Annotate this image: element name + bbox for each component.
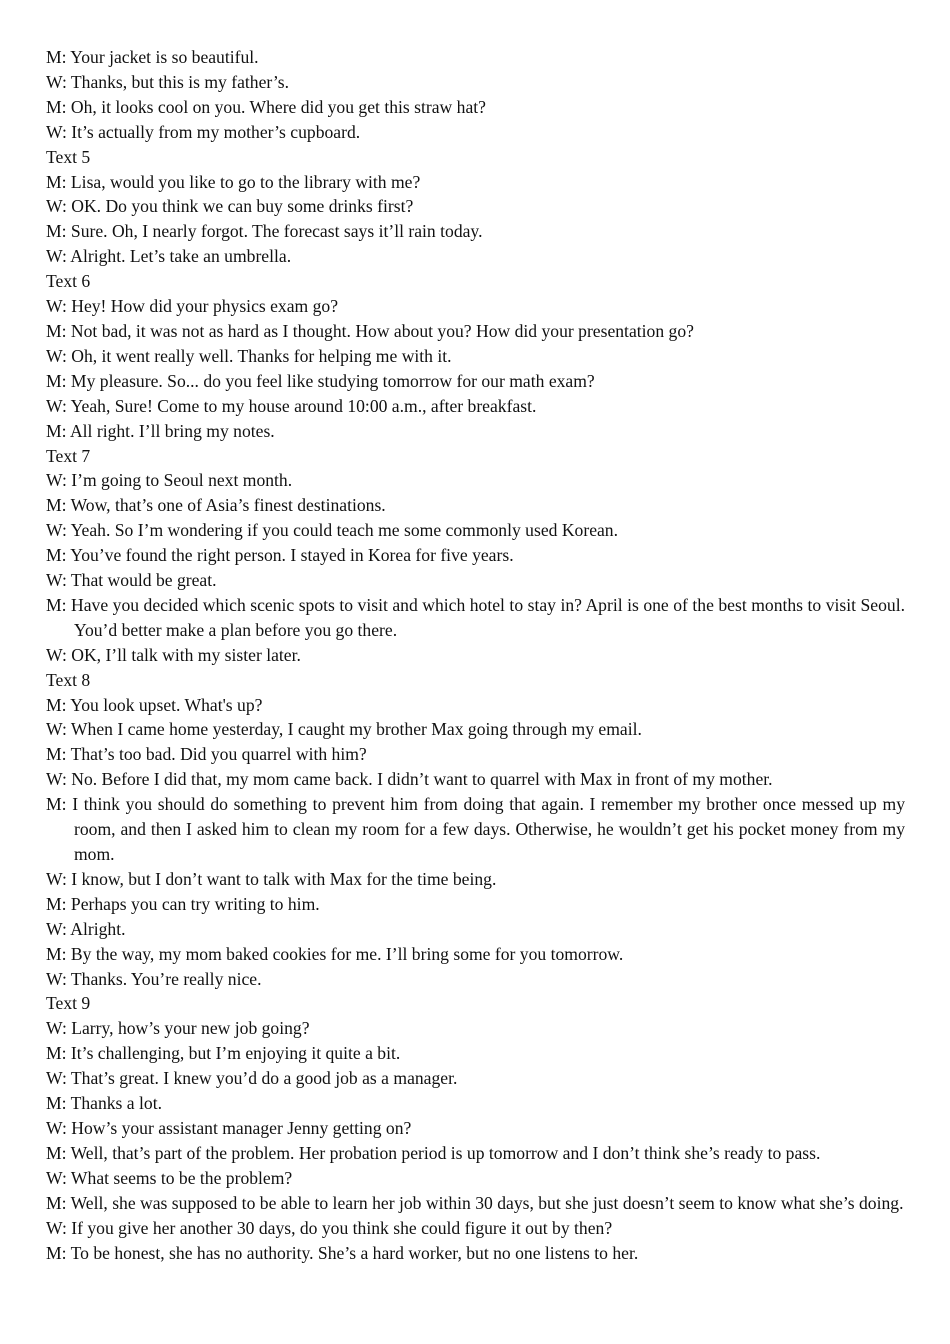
dialogue-line: M: Your jacket is so beautiful. xyxy=(46,47,259,67)
dialogue-line: W: I’m going to Seoul next month. xyxy=(46,470,293,491)
dialogue-line: W: Hey! How did your physics exam go? xyxy=(46,296,339,317)
dialogue-line: W: Oh, it went really well. Thanks for helping me with it. xyxy=(46,345,452,366)
dialogue-line: M: Perhaps you can try writing to him. xyxy=(46,893,320,914)
dialogue-line: W: OK. Do you think we can buy some drinks first? xyxy=(46,196,414,217)
dialogue-line: M: Sure. Oh, I nearly forgot. The forecast says it’ll rain today. xyxy=(46,221,483,242)
dialogue-line: W: No. Before I did that, my mom came back. I didn’t want to quarrel with Max in front of my mother. xyxy=(46,769,773,790)
dialogue-line: W: OK, I’ll talk with my sister later. xyxy=(46,644,301,665)
dialogue-line: W: It’s actually from my mother’s cupboard. xyxy=(46,121,361,142)
dialogue-line: M: Well, she was supposed to be able to learn her job within 30 days, but she just doesn’t seem to know what she’s doing. xyxy=(46,1192,904,1213)
section-heading: Text 6 xyxy=(46,271,91,292)
dialogue-line: M: Lisa, would you like to go to the library with me? xyxy=(46,171,421,192)
section-heading: Text 8 xyxy=(46,669,91,690)
dialogue-line: M: All right. I’ll bring my notes. xyxy=(46,420,275,441)
dialogue-line: W: Thanks, but this is my father’s. xyxy=(46,71,290,92)
dialogue-line: W: Yeah. So I’m wondering if you could teach me some commonly used Korean. xyxy=(46,520,619,541)
dialogue-line: W: Larry, how’s your new job going? xyxy=(46,1018,310,1039)
dialogue-line: W: When I came home yesterday, I caught my brother Max going through my email. xyxy=(46,719,642,740)
dialogue-line: W: Yeah, Sure! Come to my house around 10:00 a.m., after breakfast. xyxy=(46,395,537,416)
dialogue-line: M: You’ve found the right person. I stayed in Korea for five years. xyxy=(46,545,514,566)
dialogue-line: W: That’s great. I knew you’d do a good job as a manager. xyxy=(46,1068,458,1089)
dialogue-line: M: Thanks a lot. xyxy=(46,1093,162,1114)
dialogue-line: M: By the way, my mom baked cookies for me. I’ll bring some for you tomorrow. xyxy=(46,943,624,964)
section-heading: Text 7 xyxy=(46,445,91,466)
dialogue-line: M: You look upset. What's up? xyxy=(46,694,263,715)
dialogue-line: W: If you give her another 30 days, do you think she could figure it out by then? xyxy=(46,1217,613,1238)
dialogue-line: M: To be honest, she has no authority. She’s a hard worker, but no one listens to her. xyxy=(46,1242,639,1263)
dialogue-line: M: Oh, it looks cool on you. Where did you get this straw hat? xyxy=(46,96,486,117)
dialogue-line: M: I think you should do something to prevent him from doing that again. I remember my brother once messed up my room, and then I asked him to clean my room for a few days. Otherwise, he wouldn’t get his pocket money from my mom. xyxy=(46,794,905,864)
dialogue-line: W: What seems to be the problem? xyxy=(46,1167,293,1188)
dialogue-line: W: Thanks. You’re really nice. xyxy=(46,968,262,989)
dialogue-line: W: How’s your assistant manager Jenny getting on? xyxy=(46,1117,412,1138)
dialogue-line: M: That’s too bad. Did you quarrel with him? xyxy=(46,744,367,765)
dialogue-line: W: Alright. Let’s take an umbrella. xyxy=(46,246,292,267)
dialogue-line: M: My pleasure. So... do you feel like studying tomorrow for our math exam? xyxy=(46,370,595,391)
dialogue-line: W: Alright. xyxy=(46,918,126,939)
dialogue-line: W: I know, but I don’t want to talk with Max for the time being. xyxy=(46,868,497,889)
section-heading: Text 9 xyxy=(46,993,91,1014)
transcript-page xyxy=(46,45,905,1265)
dialogue-line: M: Not bad, it was not as hard as I thought. How about you? How did your presentation go? xyxy=(46,320,694,341)
dialogue-line: M: Wow, that’s one of Asia’s finest destinations. xyxy=(46,495,386,516)
dialogue-line: M: Have you decided which scenic spots to visit and which hotel to stay in? April is one of the best months to visit Seoul. You’d better make a plan before you go there. xyxy=(46,594,905,640)
dialogue-line: W: That would be great. xyxy=(46,570,217,591)
dialogue-line: M: Well, that’s part of the problem. Her probation period is up tomorrow and I don’t think she’s ready to pass. xyxy=(46,1142,821,1163)
section-heading: Text 5 xyxy=(46,146,91,167)
dialogue-line: M: It’s challenging, but I’m enjoying it quite a bit. xyxy=(46,1043,401,1064)
